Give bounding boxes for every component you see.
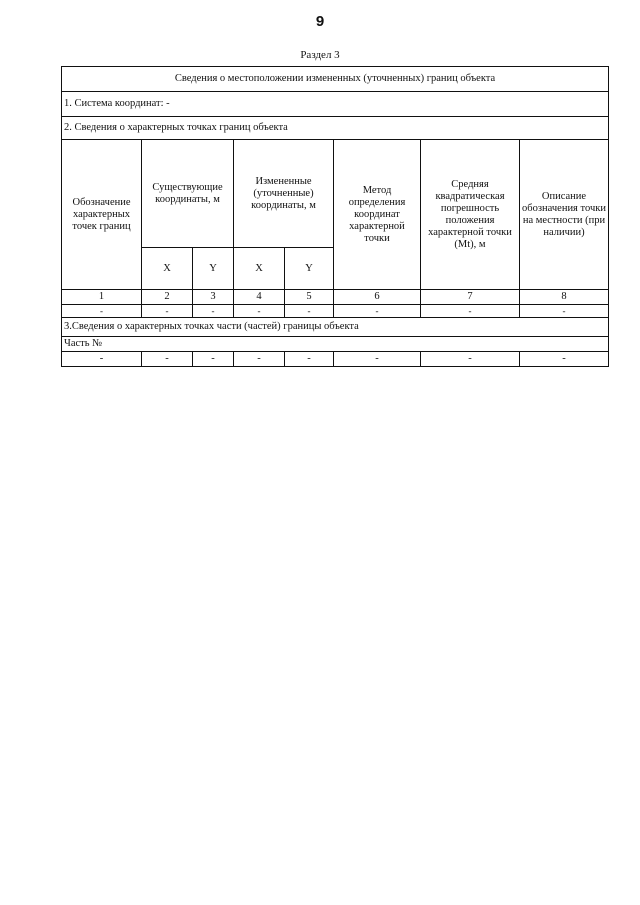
- table-row: [62, 305, 609, 318]
- table-cell: -: [193, 305, 234, 318]
- header-method: Метод определения координат характерной точки: [334, 140, 421, 290]
- table-cell: -: [142, 352, 193, 367]
- column-number: 6: [334, 290, 421, 305]
- table-cell: -: [421, 305, 520, 318]
- coordinate-system-row: 1. Система координат: -: [62, 92, 609, 117]
- table-cell: -: [334, 305, 421, 318]
- table-cell: -: [285, 352, 334, 367]
- column-number: 5: [285, 290, 334, 305]
- column-number: 2: [142, 290, 193, 305]
- column-number: 3: [193, 290, 234, 305]
- part-points-title: 3.Сведения о характерных точках части (частей) границы объекта: [62, 318, 609, 337]
- table-cell: -: [520, 352, 609, 367]
- table-cell: -: [62, 305, 142, 318]
- table-cell: -: [142, 305, 193, 318]
- table-cell: -: [520, 305, 609, 318]
- header-existing-coordinates: Существующие координаты, м: [142, 140, 234, 248]
- table-cell: -: [285, 305, 334, 318]
- table-cell: -: [193, 352, 234, 367]
- header-changed-x: X: [234, 248, 285, 290]
- header-designation: Обозначение характерных точек границ: [62, 140, 142, 290]
- table-cell: -: [234, 352, 285, 367]
- header-existing-x: X: [142, 248, 193, 290]
- table-cell: -: [62, 352, 142, 367]
- header-existing-y: Y: [193, 248, 234, 290]
- characteristic-points-title: 2. Сведения о характерных точках границ объекта: [62, 117, 609, 140]
- table-title: Сведения о местоположении измененных (уточненных) границ объекта: [62, 67, 609, 92]
- table-cell: -: [421, 352, 520, 367]
- boundary-points-table: [61, 66, 609, 367]
- section-label: Раздел 3: [300, 49, 340, 61]
- header-description: Описание обозначения точки на местности (при наличии): [520, 140, 609, 290]
- column-number: 7: [421, 290, 520, 305]
- table-row: [62, 352, 609, 367]
- table-cell: -: [234, 305, 285, 318]
- column-numbers-row: [62, 290, 609, 305]
- header-changed-y: Y: [285, 248, 334, 290]
- column-number: 8: [520, 290, 609, 305]
- page-number: 9: [315, 13, 325, 30]
- header-mean-error: Средняя квадратическая погрешность положения характерной точки (Mt), м: [421, 140, 520, 290]
- column-number: 4: [234, 290, 285, 305]
- header-changed-coordinates: Измененные (уточненные) координаты, м: [234, 140, 334, 248]
- table-cell: -: [334, 352, 421, 367]
- part-number-label: Часть №: [62, 337, 609, 352]
- column-number: 1: [62, 290, 142, 305]
